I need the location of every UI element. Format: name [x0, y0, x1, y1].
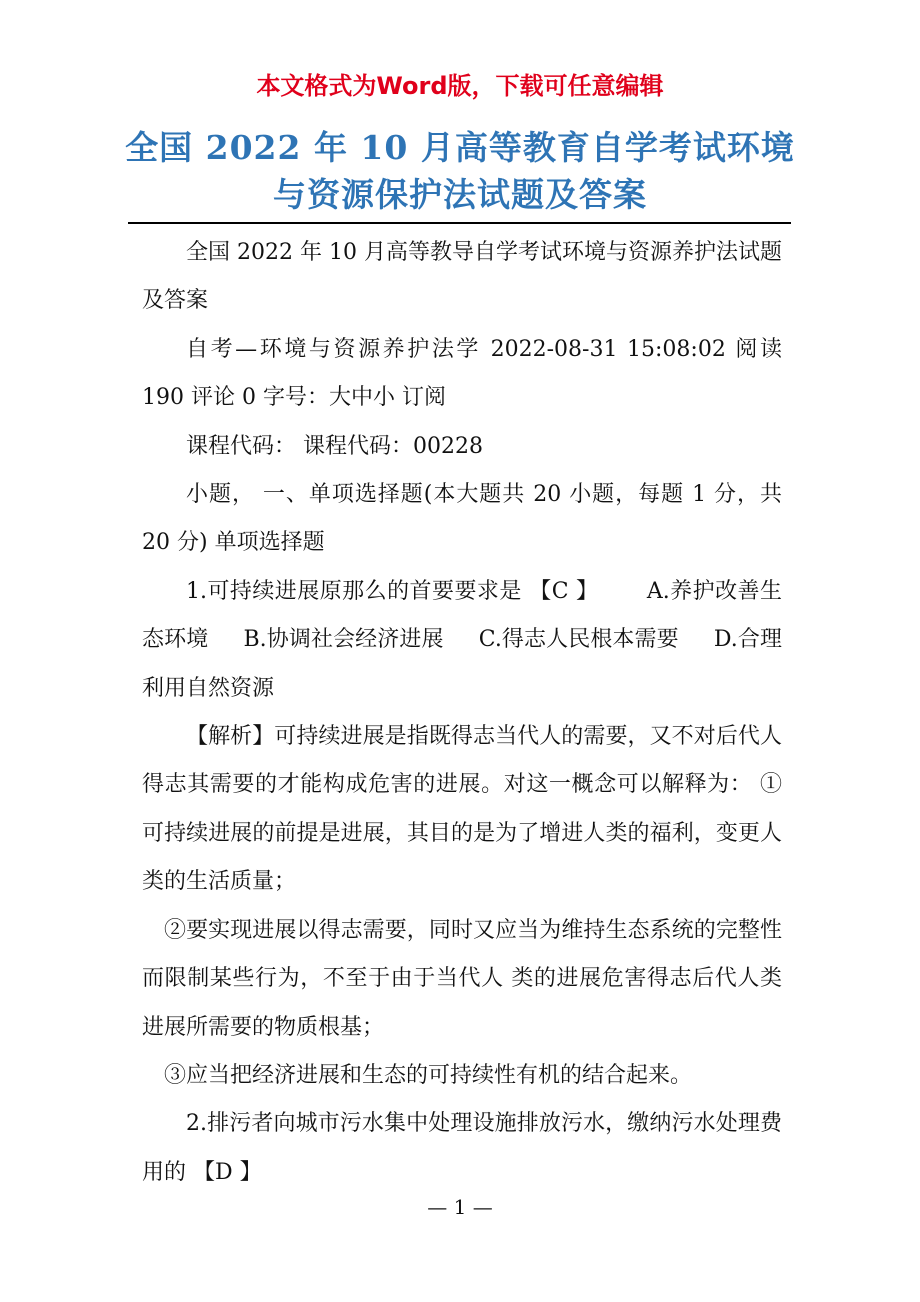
document-title-line-1: 全国 2022 年 10 月高等教育自学考试环境: [125, 128, 795, 167]
paragraph-section-intro: 小题， 一、单项选择题(本大题共 20 小题，每题 1 分，共 20 分) 单项选择题: [142, 482, 782, 556]
question-1-option-b: B.协调社会经济进展: [243, 627, 444, 653]
question-1-option-a: A.养护改善生态环境: [142, 578, 782, 653]
paragraph-point-3: ③应当把经济进展和生态的可持续性有机的结合起来。: [164, 1062, 693, 1088]
paragraph-point-2: ②要实现进展以得志需要，同时又应当为维持生态系统的完整性而限制某些行为，不至于由于当代人 类的进展危害得志后代人类进展所需要的物质根基；: [142, 917, 782, 1040]
question-1-option-c: C.得志人民根本需要: [478, 627, 679, 653]
question-1-option-d: D.合理利用自然资源: [142, 627, 782, 701]
title-divider: [128, 222, 791, 224]
paragraph-analysis: 【解析】可持续进展是指既得志当代人的需要，又不对后代人得志其需要的才能构成危害的进展。对这一概念可以解释为： ①可持续进展的前提是进展，其目的是为了增进人类的福利，变更人类的生活质量；: [142, 724, 782, 895]
document-title-line-2: 与资源保护法试题及答案: [273, 175, 647, 214]
paragraph-course-code: 课程代码： 课程代码：00228: [186, 433, 483, 459]
paragraph-meta: 自考—环境与资源养护法学 2022-08-31 15:08:02 阅读 190 评论 0 字号：大中小 订阅: [142, 336, 782, 411]
question-1: [142, 568, 782, 713]
paragraph-heading: 全国 2022 年 10 月高等教导自学考试环境与资源养护法试题及答案: [142, 240, 782, 314]
question-1-stem: 1.可持续进展原那么的首要要求是 【C 】: [186, 578, 599, 604]
question-2: 2.排污者向城市污水集中处理设施排放污水，缴纳污水处理费用的 【D 】: [142, 1111, 782, 1185]
page-number: — 1 —: [427, 1195, 493, 1219]
format-notice-banner: 本文格式为Word版，下载可任意编辑: [256, 72, 664, 100]
document-body: [142, 229, 782, 1197]
